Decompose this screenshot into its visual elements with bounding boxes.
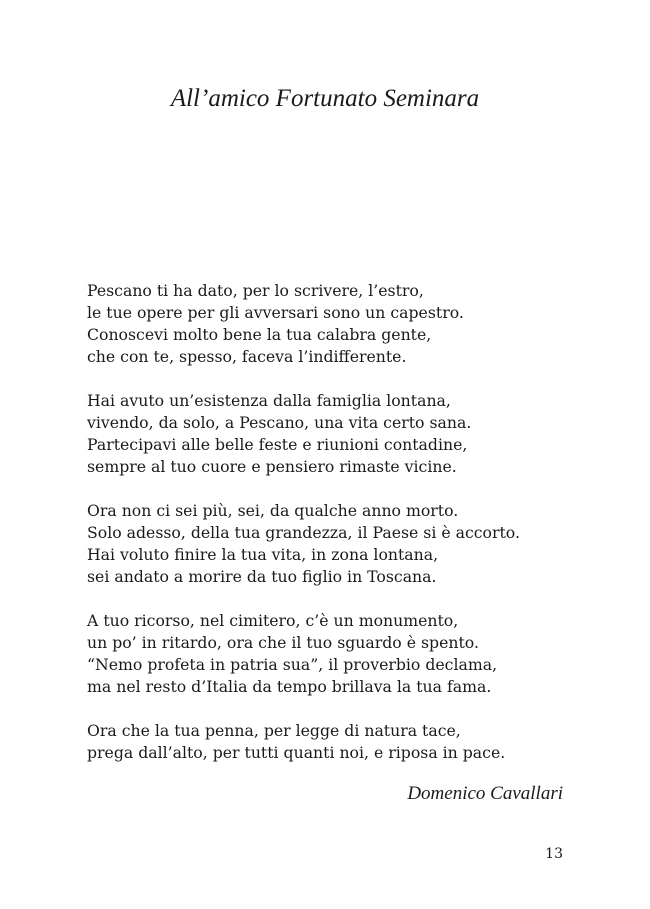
poem-line: Pescano ti ha dato, per lo scrivere, l’estro, [87, 281, 424, 300]
poem-line: Solo adesso, della tua grandezza, il Paese si è accorto. [87, 523, 520, 542]
poem-line: Partecipavi alle belle feste e riunioni contadine, [87, 435, 468, 454]
poem-line: vivendo, da solo, a Pescano, una vita certo sana. [87, 413, 472, 432]
poem-line: Hai avuto un’esistenza dalla famiglia lontana, [87, 391, 451, 410]
poem-title: All’amico Fortunato Seminara [170, 85, 480, 112]
poem-line: che con te, spesso, faceva l’indifferente. [87, 347, 407, 366]
poem-line: le tue opere per gli avversari sono un capestro. [87, 303, 464, 322]
poem-line: sei andato a morire da tuo figlio in Toscana. [87, 567, 437, 586]
poem-line: A tuo ricorso, nel cimitero, c’è un monumento, [87, 611, 459, 630]
stanza [87, 500, 627, 588]
stanza [87, 610, 627, 698]
stanza [87, 280, 627, 368]
poem-line: Ora che la tua penna, per legge di natura tace, [87, 721, 461, 740]
page-number: 13 [545, 846, 563, 862]
poem-line: prega dall’alto, per tutti quanti noi, e riposa in pace. [87, 743, 506, 762]
poem-line: ma nel resto d’Italia da tempo brillava la tua fama. [87, 677, 492, 696]
poem-body [87, 280, 627, 786]
poem-line: un po’ in ritardo, ora che il tuo sguardo è spento. [87, 633, 479, 652]
poem-line: sempre al tuo cuore e pensiero rimaste vicine. [87, 457, 457, 476]
stanza [87, 390, 627, 478]
author-signature: Domenico Cavallari [407, 783, 563, 804]
poem-line: Hai voluto finire la tua vita, in zona lontana, [87, 545, 439, 564]
poem-line: Ora non ci sei più, sei, da qualche anno morto. [87, 501, 459, 520]
poem-line: “Nemo profeta in patria sua”, il proverbio declama, [87, 655, 498, 674]
poem-line: Conoscevi molto bene la tua calabra gente, [87, 325, 432, 344]
stanza [87, 720, 627, 764]
